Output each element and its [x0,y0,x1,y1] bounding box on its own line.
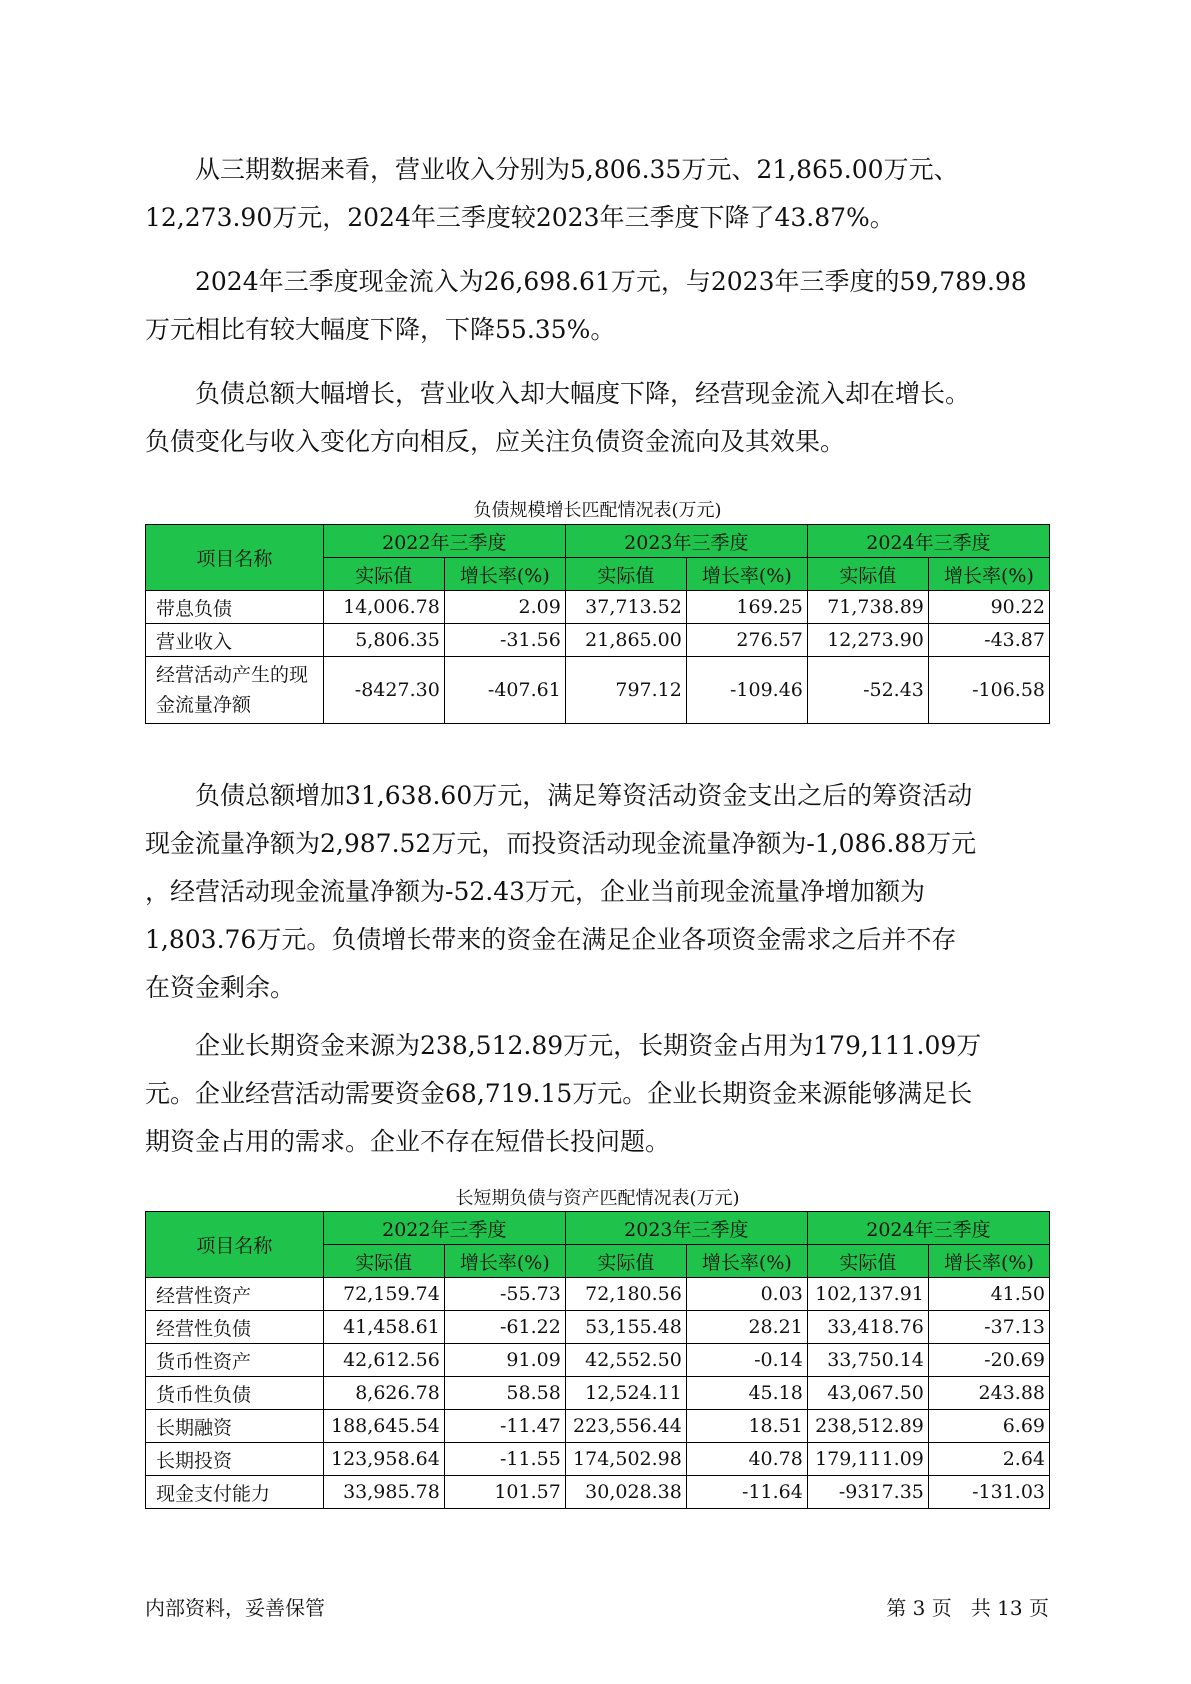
actual-value-cell: 12,273.90 [807,624,928,657]
paragraph-line: 1,803.76万元。负债增长带来的资金在满足企业各项资金需求之后并不存 [145,925,957,954]
actual-value-cell: 33,985.78 [323,1476,444,1509]
actual-value-cell: 188,645.54 [323,1410,444,1443]
paragraph-line: 万元相比有较大幅度下降，下降55.35%。 [145,315,616,344]
paragraph-cash-inflow [145,258,1050,354]
actual-value-header: 实际值 [323,1245,444,1278]
period-header: 2022年三季度 [323,525,565,558]
growth-rate-cell: 243.88 [928,1377,1049,1410]
paragraph-line: 2024年三季度现金流入为26,698.61万元，与2023年三季度的59,789.98 [145,267,1027,296]
row-label: 长期投资 [146,1443,324,1476]
growth-rate-header: 增长率(%) [928,558,1049,591]
paragraph-line: 元。企业经营活动需要资金68,719.15万元。企业长期资金来源能够满足长 [145,1079,973,1108]
growth-rate-cell: -11.47 [444,1410,565,1443]
table-row [146,1443,1050,1476]
row-label: 经营活动产生的现金流量净额 [146,657,324,724]
growth-rate-cell: 101.57 [444,1476,565,1509]
table-row [146,1344,1050,1377]
paragraph-long-term-funding [145,1022,1050,1166]
growth-rate-cell: 2.09 [444,591,565,624]
actual-value-cell: 223,556.44 [565,1410,686,1443]
actual-value-cell: 42,612.56 [323,1344,444,1377]
paragraph-line: 负债变化与收入变化方向相反，应关注负债资金流向及其效果。 [145,427,846,456]
actual-value-cell: 42,552.50 [565,1344,686,1377]
paragraph-revenue [145,146,1050,242]
table-row [146,1410,1050,1443]
actual-value-cell: 123,958.64 [323,1443,444,1476]
growth-rate-cell: -20.69 [928,1344,1049,1377]
growth-rate-cell: 169.25 [686,591,807,624]
paragraph-liability-increase [145,772,1050,1012]
actual-value-cell: 72,180.56 [565,1278,686,1311]
growth-rate-header: 增长率(%) [686,1245,807,1278]
growth-rate-cell: -407.61 [444,657,565,724]
row-label: 营业收入 [146,624,324,657]
row-label: 货币性负债 [146,1377,324,1410]
growth-rate-cell: -55.73 [444,1278,565,1311]
footer-confidential-note: 内部资料，妥善保管 [145,1596,325,1620]
item-name-header: 项目名称 [146,1212,324,1278]
period-header: 2024年三季度 [807,525,1049,558]
actual-value-cell: 53,155.48 [565,1311,686,1344]
asset-liability-match-table [145,1211,1050,1509]
actual-value-cell: 5,806.35 [323,624,444,657]
growth-rate-cell: -0.14 [686,1344,807,1377]
table-row [146,591,1050,624]
actual-value-header: 实际值 [323,558,444,591]
actual-value-cell: 238,512.89 [807,1410,928,1443]
actual-value-cell: 102,137.91 [807,1278,928,1311]
growth-rate-cell: -61.22 [444,1311,565,1344]
actual-value-cell: 179,111.09 [807,1443,928,1476]
actual-value-cell: 72,159.74 [323,1278,444,1311]
actual-value-cell: -9317.35 [807,1476,928,1509]
paragraph-line: 企业长期资金来源为238,512.89万元，长期资金占用为179,111.09万 [145,1031,982,1060]
actual-value-header: 实际值 [807,1245,928,1278]
paragraph-liability-trend [145,370,1050,466]
table-row [146,657,1050,724]
row-label: 经营性资产 [146,1278,324,1311]
actual-value-cell: 14,006.78 [323,591,444,624]
growth-rate-cell: -31.56 [444,624,565,657]
growth-rate-cell: -106.58 [928,657,1049,724]
liability-growth-table [145,524,1050,724]
growth-rate-cell: 0.03 [686,1278,807,1311]
growth-rate-cell: -131.03 [928,1476,1049,1509]
actual-value-cell: 43,067.50 [807,1377,928,1410]
table1-caption: 负债规模增长匹配情况表(万元) [473,500,722,521]
footer-page-number: 第 3 页 共 13 页 [886,1596,1049,1620]
paragraph-line: ，经营活动现金流量净额为-52.43万元，企业当前现金流量净增加额为 [145,877,926,906]
growth-rate-cell: 18.51 [686,1410,807,1443]
table-row [146,1278,1050,1311]
growth-rate-cell: -37.13 [928,1311,1049,1344]
growth-rate-cell: 91.09 [444,1344,565,1377]
actual-value-cell: 33,418.76 [807,1311,928,1344]
growth-rate-cell: -11.64 [686,1476,807,1509]
period-header: 2023年三季度 [565,1212,807,1245]
growth-rate-header: 增长率(%) [686,558,807,591]
paragraph-line: 现金流量净额为2,987.52万元，而投资活动现金流量净额为-1,086.88万元 [145,829,977,858]
actual-value-cell: 21,865.00 [565,624,686,657]
growth-rate-header: 增长率(%) [444,558,565,591]
growth-rate-cell: -11.55 [444,1443,565,1476]
actual-value-cell: 41,458.61 [323,1311,444,1344]
actual-value-cell: 33,750.14 [807,1344,928,1377]
row-label: 现金支付能力 [146,1476,324,1509]
paragraph-line: 期资金占用的需求。企业不存在短借长投问题。 [145,1127,671,1156]
actual-value-cell: 174,502.98 [565,1443,686,1476]
paragraph-line: 从三期数据来看，营业收入分别为5,806.35万元、21,865.00万元、 [145,155,959,184]
table-row [146,1311,1050,1344]
actual-value-cell: 37,713.52 [565,591,686,624]
actual-value-cell: 8,626.78 [323,1377,444,1410]
paragraph-line: 12,273.90万元，2024年三季度较2023年三季度下降了43.87%。 [145,203,895,232]
paragraph-line: 在资金剩余。 [145,973,296,1002]
table-row [146,1476,1050,1509]
actual-value-header: 实际值 [807,558,928,591]
growth-rate-cell: 58.58 [444,1377,565,1410]
actual-value-cell: 12,524.11 [565,1377,686,1410]
actual-value-header: 实际值 [565,558,686,591]
table-row [146,624,1050,657]
row-label: 货币性资产 [146,1344,324,1377]
actual-value-cell: -52.43 [807,657,928,724]
actual-value-cell: 30,028.38 [565,1476,686,1509]
growth-rate-cell: 28.21 [686,1311,807,1344]
item-name-header: 项目名称 [146,525,324,591]
growth-rate-cell: 6.69 [928,1410,1049,1443]
paragraph-line: 负债总额大幅增长，营业收入却大幅度下降，经营现金流入却在增长。 [145,379,971,408]
growth-rate-cell: -109.46 [686,657,807,724]
growth-rate-header: 增长率(%) [444,1245,565,1278]
period-header: 2023年三季度 [565,525,807,558]
growth-rate-cell: 276.57 [686,624,807,657]
period-header: 2024年三季度 [807,1212,1049,1245]
growth-rate-cell: 2.64 [928,1443,1049,1476]
growth-rate-cell: 45.18 [686,1377,807,1410]
table-row [146,1377,1050,1410]
period-header: 2022年三季度 [323,1212,565,1245]
growth-rate-cell: 40.78 [686,1443,807,1476]
growth-rate-cell: 90.22 [928,591,1049,624]
growth-rate-cell: -43.87 [928,624,1049,657]
actual-value-header: 实际值 [565,1245,686,1278]
actual-value-cell: 71,738.89 [807,591,928,624]
row-label: 经营性负债 [146,1311,324,1344]
paragraph-line: 负债总额增加31,638.60万元，满足筹资活动资金支出之后的筹资活动 [145,781,973,810]
actual-value-cell: -8427.30 [323,657,444,724]
actual-value-cell: 797.12 [565,657,686,724]
growth-rate-cell: 41.50 [928,1278,1049,1311]
growth-rate-header: 增长率(%) [928,1245,1049,1278]
table2-caption: 长短期负债与资产匹配情况表(万元) [455,1188,740,1209]
row-label: 带息负债 [146,591,324,624]
row-label: 长期融资 [146,1410,324,1443]
